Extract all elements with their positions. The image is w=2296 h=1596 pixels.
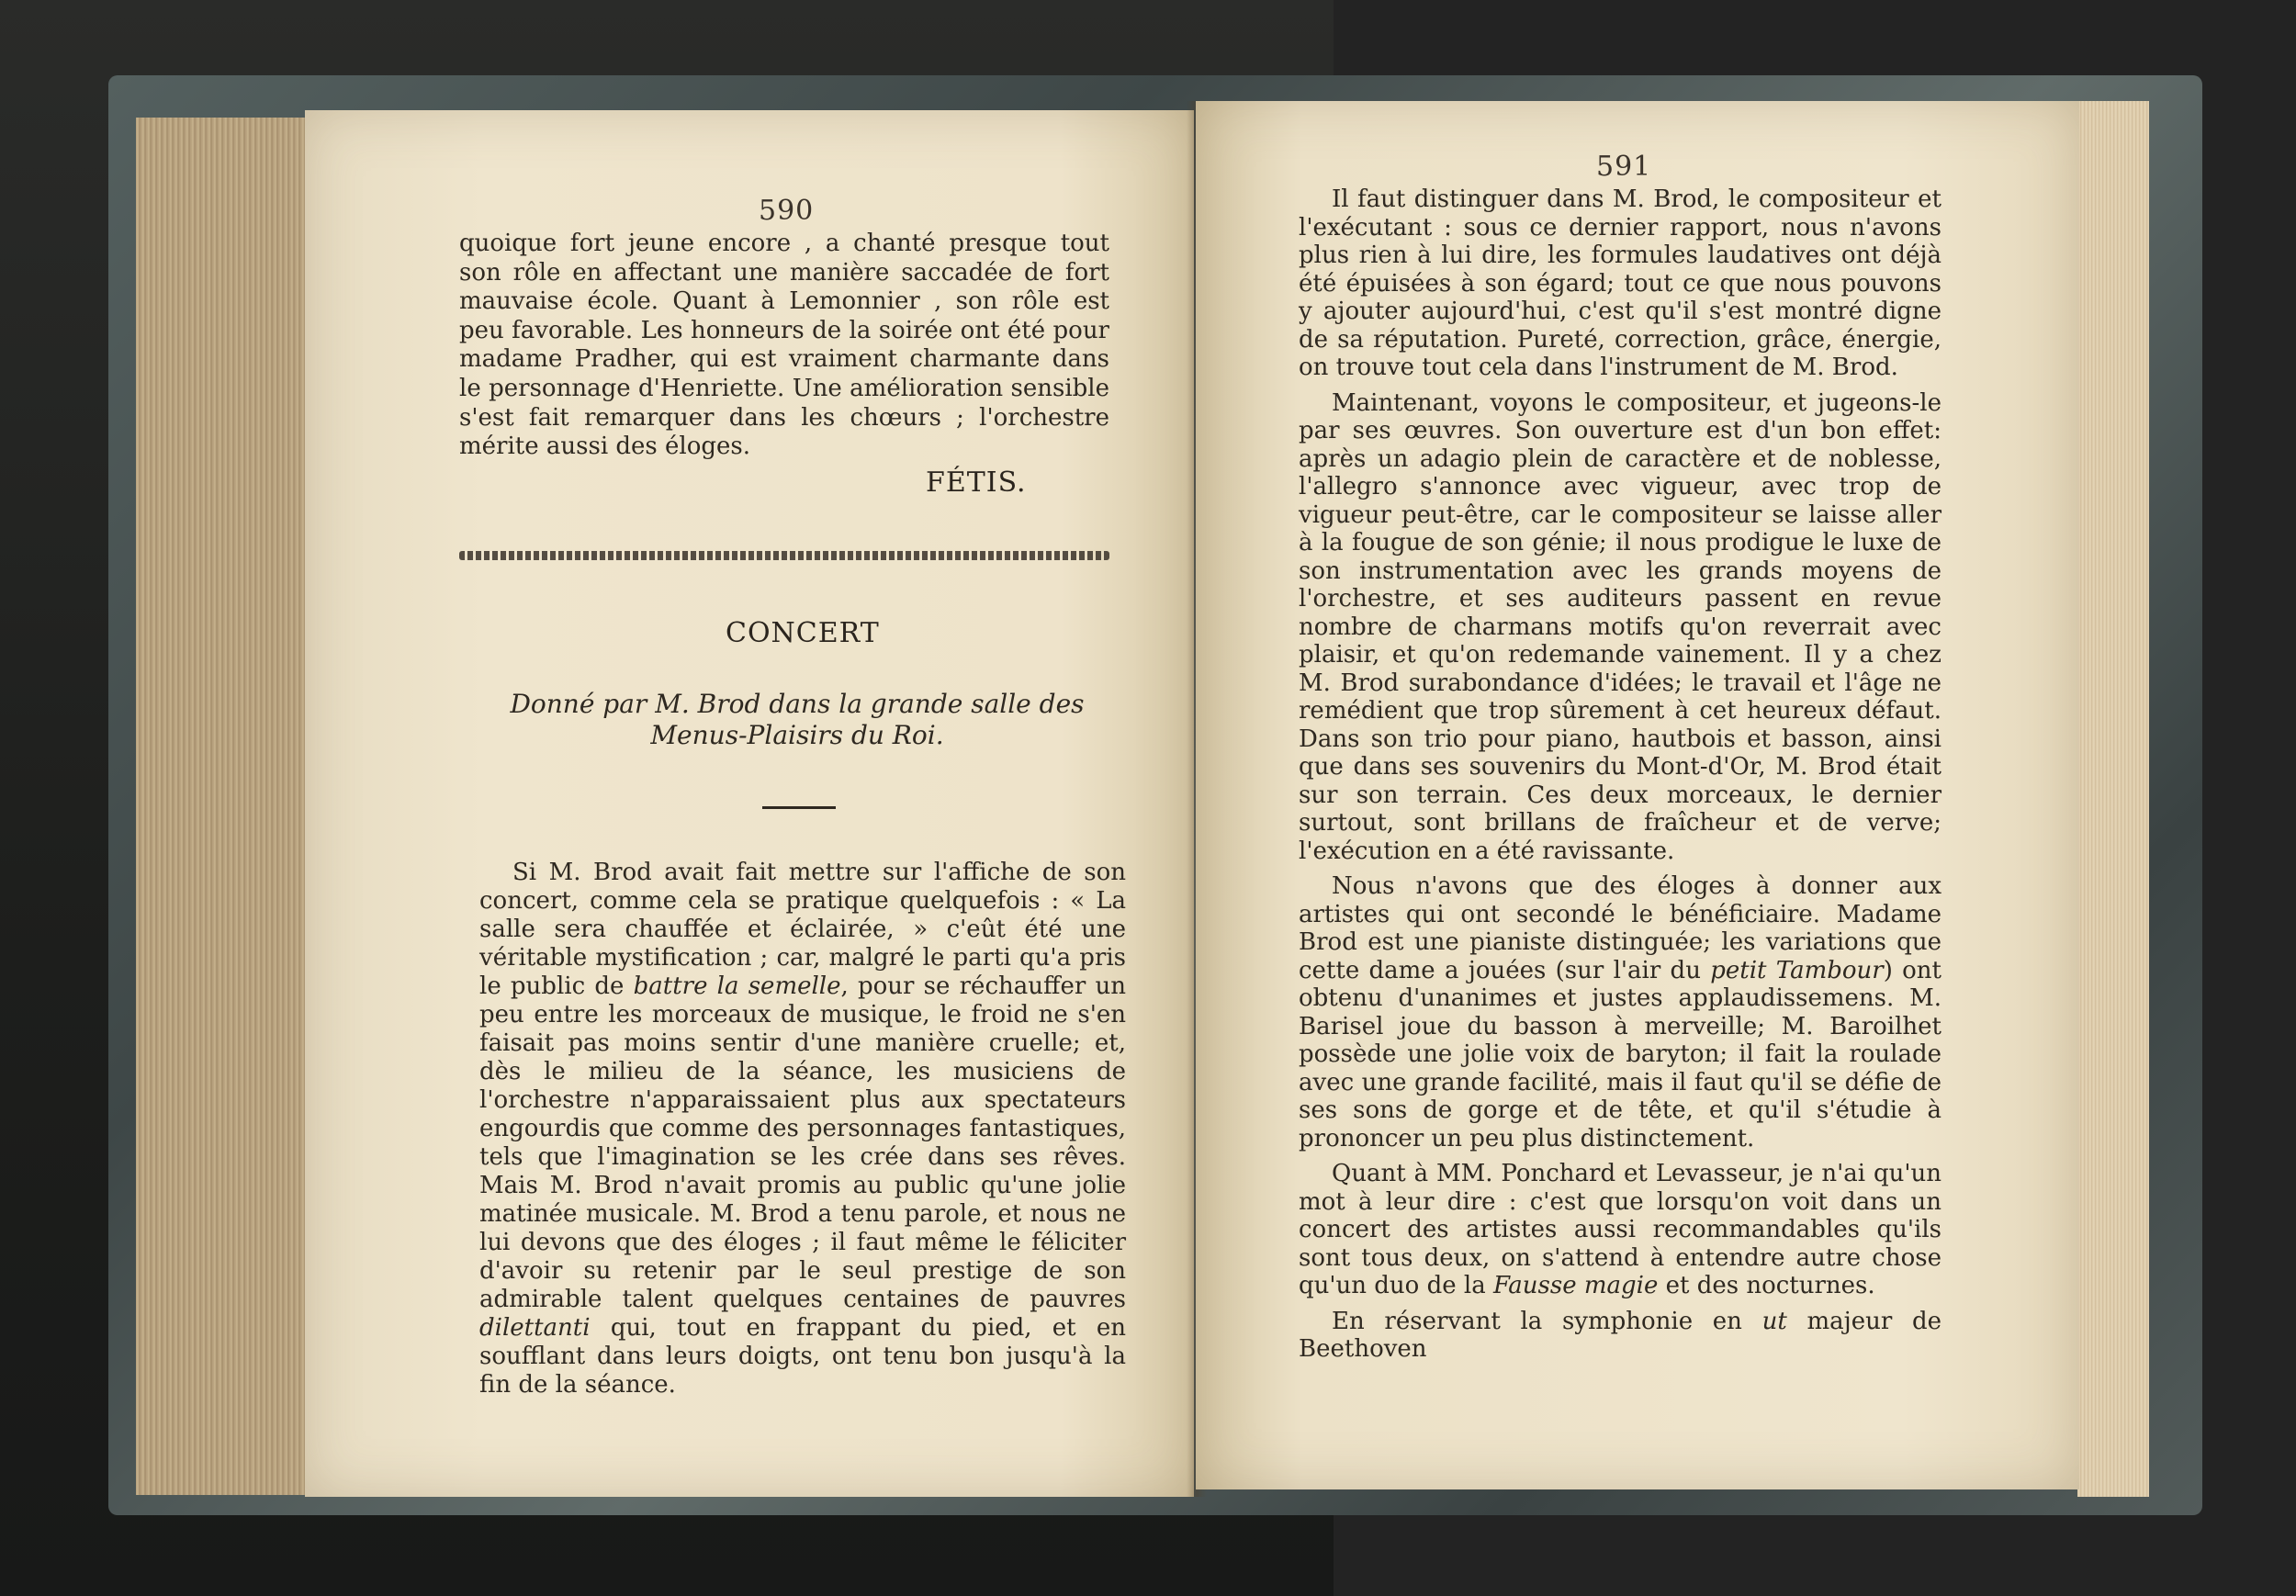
page-edges-right (2077, 101, 2149, 1497)
left-top-paragraph: quoique fort jeune encore , a chanté presque tout son rôle en affectant une manière saccadée de fort mauvaise école. Quant à Lemonnier , son rôle est peu favorable. Les honneurs de la soirée ont été pour madame Pradher, qui est vraiment charmante dans le personnage d'Henriette. Une amélioration sensible s'est fait remarquer dans les chœurs ; l'orchestre mérite aussi des éloges. (459, 230, 1109, 461)
concert-subtitle: Donné par M. Brod dans la grande salle des Menus-Plaisirs du Roi. (510, 689, 1085, 750)
author-signature: FÉTIS. (926, 466, 1027, 499)
right-body-text: Il faut distinguer dans M. Brod, le compositeur et l'exécutant : sous ce dernier rapport, nous n'avons plus rien à lui dire, les formules laudatives ont déjà été épuisées à son égard; tout ce que nous pouvons y ajouter aujourd'hui, c'est qu'il s'est montré digne de sa réputation. Pureté, correction, grâce, énergie, on trouve tout cela dans l'instrument de M. Brod. Maintenant, voyons le compositeur, et jugeons-le par ses œuvres. Son ouverture est d'un bon effet: après un adagio plein de caractère et de noblesse, l'allegro s'annonce avec vigueur, avec trop de vigueur peut-être, car le compositeur se laisse aller à la fougue de son génie; il nous prodigue le luxe de son instrumentation avec les grands moyens de l'orchestre, et ses auditeurs passent en revue nombre de charmans motifs qu'on reverrait avec plaisir, et qu'on redemande vainement. Il y a chez M. Brod surabondance d'idées; le travail et l'âge ne remédient que trop sûrement à cet heureux défaut. Dans son trio pour piano, hautbois et basson, ainsi que dans ses souvenirs du Mont-d'Or, M. Brod était sur son terrain. Ces deux morceaux, le dernier surtout, sont brillans de fraîcheur et de verve; l'exécution en a été ravissante. Nous n'avons que des éloges à donner aux artistes qui ont secondé le bénéficiaire. Madame Brod est une pianiste distinguée; les variations que cette dame a jouées (sur l'air du petit Tambour) ont obtenu d'unanimes et justes applaudissemens. M. Barisel joue du basson à merveille; M. Baroilhet possède une jolie voix de baryton; il fait la roulade avec une grande facilité, mais il faut qu'il se défie de ses sons de gorge et de tête, et qu'il s'étudie à prononcer un peu plus distinctement. Quant à MM. Ponchard et Levasseur, je n'ai qu'un mot à leur dire : c'est que lorsqu'on voit dans un concert des artistes aussi recommandables qu'ils sont tous deux, on s'attend à entendre autre chose qu'un duo de la Fausse magie et des nocturnes. En réservant la symphonie en ut majeur de Beethoven (1299, 185, 1941, 1363)
page-edges-left (136, 118, 310, 1495)
page-number-590: 590 (759, 195, 815, 227)
short-rule (762, 806, 836, 809)
left-body-paragraph: Si M. Brod avait fait mettre sur l'affiche de son concert, comme cela se pratique quelquefois : « La salle sera chauffée et éclairée, » c'eût été une véritable mystification ; car, malgré le parti qu'a pris le public de battre la semelle, pour se réchauffer un peu entre les morceaux de musique, le froid ne s'en faisait pas moins sentir d'une manière cruelle; et, dès le milieu de la séance, les musiciens de l'orchestre n'apparaissaient plus aux spectateurs engourdis que comme des personnages fantastiques, tels que l'imagination se les crée dans ses rêves. Mais M. Brod n'avait promis au public qu'une jolie matinée musicale. M. Brod a tenu parole, et nous ne lui devons que des éloges ; il faut même le féliciter d'avoir su retenir par le seul prestige de son admirable talent quelques centaines de pauvres dilettanti qui, tout en frappant du pied, et en soufflant dans leurs doigts, ont tenu bon jusqu'à la fin de la séance. (479, 859, 1126, 1399)
section-heading: CONCERT (726, 617, 880, 649)
page-number-591: 591 (1596, 151, 1652, 183)
section-divider (459, 551, 1109, 560)
